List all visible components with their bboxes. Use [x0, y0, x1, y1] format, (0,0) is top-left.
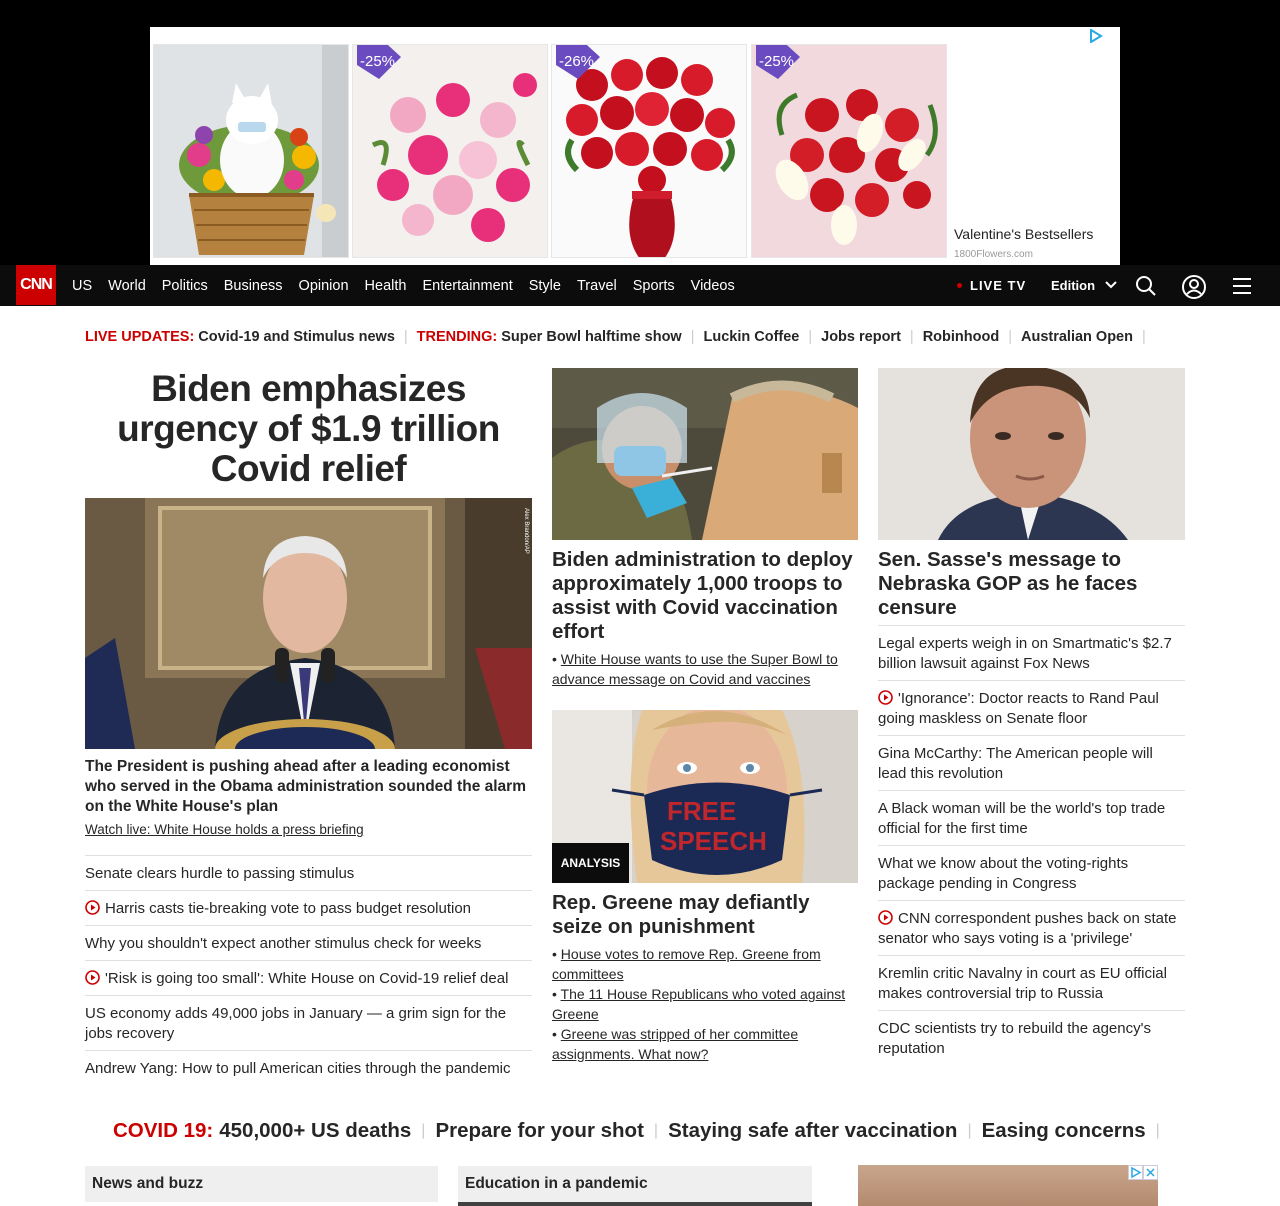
list-item[interactable]	[878, 955, 1185, 1010]
list-item[interactable]	[85, 925, 532, 960]
list-item[interactable]	[878, 680, 1185, 735]
chevron-down-icon	[1105, 280, 1117, 290]
trending-item[interactable]: Robinhood	[922, 329, 1000, 345]
bullet-link[interactable]: Greene was stripped of her committee assignments. What now?	[552, 1026, 799, 1062]
divider: |	[1008, 329, 1012, 345]
list-item-text: Legal experts weigh in on Smartmatic's $2.7 billion lawsuit against Fox News	[878, 635, 1172, 672]
story-bullets	[552, 944, 858, 1064]
edition-dropdown[interactable]	[1051, 278, 1117, 293]
photo-credit: Alex Brandon/AP	[523, 508, 529, 554]
list-item-text: CDC scientists try to rebuild the agency's reputation	[878, 1020, 1151, 1057]
lead-headline[interactable]: Biden emphasizes urgency of $1.9 trillion Covid relief	[117, 368, 500, 489]
discount-tag	[357, 44, 401, 79]
covid-link[interactable]: Easing concerns	[981, 1119, 1146, 1142]
list-item-text: 'Ignorance': Doctor reacts to Rand Paul going maskless on Senate floor	[878, 690, 1159, 727]
nav-link-videos[interactable]: Videos	[690, 277, 735, 294]
list-item[interactable]	[85, 1050, 532, 1085]
right-headline-list	[878, 625, 1185, 1065]
search-icon[interactable]	[1134, 274, 1158, 298]
live-dot-icon	[957, 283, 962, 288]
lead-related-list	[85, 855, 532, 1085]
nav-link-health[interactable]: Health	[364, 277, 407, 294]
story-headline[interactable]: Rep. Greene may defiantly seize on punishment	[552, 891, 810, 938]
sidebar-ad[interactable]	[858, 1165, 1158, 1206]
divider: |	[421, 1122, 426, 1139]
lead-watch-link[interactable]: Watch live: White House holds a press briefing	[85, 822, 364, 837]
discount-tag	[756, 44, 800, 79]
section-header-education[interactable]: Education in a pandemic	[458, 1166, 812, 1202]
covid-link[interactable]: Staying safe after vaccination	[668, 1119, 958, 1142]
list-item-text: Andrew Yang: How to pull American cities through the pandemic	[85, 1060, 511, 1077]
video-play-icon	[878, 690, 893, 705]
vaccination-image[interactable]	[552, 368, 858, 540]
video-play-icon	[85, 900, 100, 915]
live-updates-label: LIVE UPDATES:	[85, 329, 195, 345]
divider: |	[690, 329, 695, 345]
nav-link-travel[interactable]: Travel	[576, 277, 617, 294]
bullet-item[interactable]: • House votes to remove Rep. Greene from committees	[552, 946, 821, 982]
discount-label: -26%	[559, 53, 595, 70]
flowers-ad[interactable]	[150, 27, 1120, 265]
list-item-text: Kremlin critic Navalny in court as EU official makes controversial trip to Russia	[878, 965, 1167, 1002]
lead-summary[interactable]: The President is pushing ahead after a leading economist who served in the Obama administration sounded the alarm on the White House's plan	[85, 758, 526, 815]
covid-link[interactable]: Prepare for your shot	[435, 1119, 644, 1142]
list-item-text: A Black woman will be the world's top trade official for the first time	[878, 800, 1166, 837]
section-divider	[458, 1202, 812, 1206]
story-bullets	[552, 649, 858, 689]
list-item-text: What we know about the voting-rights package pending in Congress	[878, 855, 1129, 892]
covid-link[interactable]: 450,000+ US deaths	[219, 1119, 412, 1142]
bullet-link[interactable]: House votes to remove Rep. Greene from committees	[552, 946, 821, 982]
svg-text:SPEECH: SPEECH	[660, 826, 767, 856]
ad-product-2[interactable]	[352, 44, 548, 258]
bullet-item[interactable]: • Greene was stripped of her committee assignments. What now?	[552, 1026, 799, 1062]
trending-item[interactable]: Covid-19 and Stimulus news	[198, 329, 395, 345]
account-icon[interactable]	[1181, 274, 1205, 298]
nav-links	[64, 265, 743, 306]
ad-banner	[0, 0, 1280, 265]
trending-item[interactable]: Luckin Coffee	[703, 329, 800, 345]
trending-item[interactable]: Australian Open	[1020, 329, 1133, 345]
list-item[interactable]	[85, 995, 532, 1050]
list-item-text: Why you shouldn't expect another stimulus check for weeks	[85, 935, 482, 952]
adchoices-icon[interactable]	[1089, 29, 1103, 43]
list-item[interactable]	[878, 900, 1185, 955]
edition-label: Edition	[1051, 278, 1096, 293]
lead-image[interactable]	[85, 498, 532, 749]
bullet-item[interactable]: • White House wants to use the Super Bowl to advance message on Covid and vaccines	[552, 651, 838, 687]
trending-item[interactable]: Jobs report	[821, 329, 901, 345]
list-item[interactable]	[878, 845, 1185, 900]
nav-link-style[interactable]: Style	[528, 277, 561, 294]
bullet-link[interactable]: The 11 House Republicans who voted against Greene	[552, 986, 846, 1022]
nav-link-world[interactable]: World	[108, 277, 146, 294]
cnn-logo[interactable]: CNN	[16, 265, 56, 305]
ad-product-3[interactable]	[551, 44, 747, 258]
list-item-text: Gina McCarthy: The American people will lead this revolution	[878, 745, 1153, 782]
discount-tag	[556, 44, 600, 79]
divider: |	[808, 329, 813, 345]
trending-item[interactable]: Super Bowl halftime show	[501, 329, 682, 345]
list-item[interactable]	[878, 735, 1185, 790]
nav-link-us[interactable]: US	[72, 277, 93, 294]
covid-bar	[113, 1118, 1170, 1144]
divider: |	[1155, 1122, 1160, 1139]
list-item[interactable]	[85, 960, 532, 995]
divider: |	[1141, 329, 1146, 345]
divider: |	[403, 329, 408, 345]
divider: |	[967, 1122, 972, 1139]
ad-product-4[interactable]	[751, 44, 947, 258]
menu-icon[interactable]	[1232, 274, 1256, 298]
discount-label: -25%	[360, 53, 396, 70]
covid-label: COVID 19:	[113, 1119, 214, 1142]
live-tv-button[interactable]	[957, 278, 1026, 293]
bullet-item[interactable]: • The 11 House Republicans who voted against Greene	[552, 986, 846, 1022]
section-header-news-and-buzz[interactable]: News and buzz	[85, 1166, 438, 1202]
list-item-text: Harris casts tie-breaking vote to pass budget resolution	[105, 900, 472, 917]
list-item[interactable]	[85, 855, 532, 890]
ad-caption[interactable]: Valentine's Bestsellers	[954, 226, 1094, 242]
sasse-image[interactable]	[878, 368, 1185, 540]
trending-bar	[85, 327, 1155, 347]
analysis-badge: ANALYSIS	[552, 843, 629, 883]
list-item[interactable]	[878, 790, 1185, 845]
divider: |	[653, 1122, 659, 1139]
nav-link-entertainment[interactable]: Entertainment	[422, 277, 513, 294]
ad-domain: 1800Flowers.com	[954, 249, 1033, 260]
list-item-text: Senate clears hurdle to passing stimulus	[85, 865, 355, 882]
ad-product-1[interactable]	[153, 44, 349, 258]
nav-link-politics[interactable]: Politics	[161, 277, 208, 294]
video-play-icon	[85, 970, 100, 985]
nav-link-business[interactable]: Business	[223, 277, 283, 294]
adchoices-icon[interactable]	[1128, 1165, 1143, 1180]
nav-link-sports[interactable]: Sports	[632, 277, 675, 294]
close-icon[interactable]	[1143, 1165, 1158, 1180]
top-nav	[0, 265, 1280, 306]
svg-text:FREE: FREE	[667, 796, 737, 826]
divider: |	[909, 329, 914, 345]
live-tv-label: LIVE TV	[970, 278, 1027, 293]
list-item[interactable]	[85, 890, 532, 925]
discount-label: -25%	[759, 53, 795, 70]
video-play-icon	[878, 910, 893, 925]
list-item-text: 'Risk is going too small': White House on Covid-19 relief deal	[105, 970, 509, 987]
list-item[interactable]	[878, 1010, 1185, 1065]
bullet-link[interactable]: White House wants to use the Super Bowl to advance message on Covid and vaccines	[552, 651, 838, 687]
list-item-text: CNN correspondent pushes back on state senator who says voting is a 'privilege'	[878, 910, 1177, 947]
list-item-text: US economy adds 49,000 jobs in January — a grim sign for the jobs recovery	[85, 1005, 507, 1042]
story-headline[interactable]: Sen. Sasse's message to Nebraska GOP as he faces censure	[878, 548, 1138, 619]
list-item[interactable]	[878, 625, 1185, 680]
nav-link-opinion[interactable]: Opinion	[298, 277, 349, 294]
story-headline[interactable]: Biden administration to deploy approximately 1,000 troops to assist with Covid vaccination effort	[552, 548, 853, 643]
trending-label: TRENDING:	[416, 329, 498, 345]
